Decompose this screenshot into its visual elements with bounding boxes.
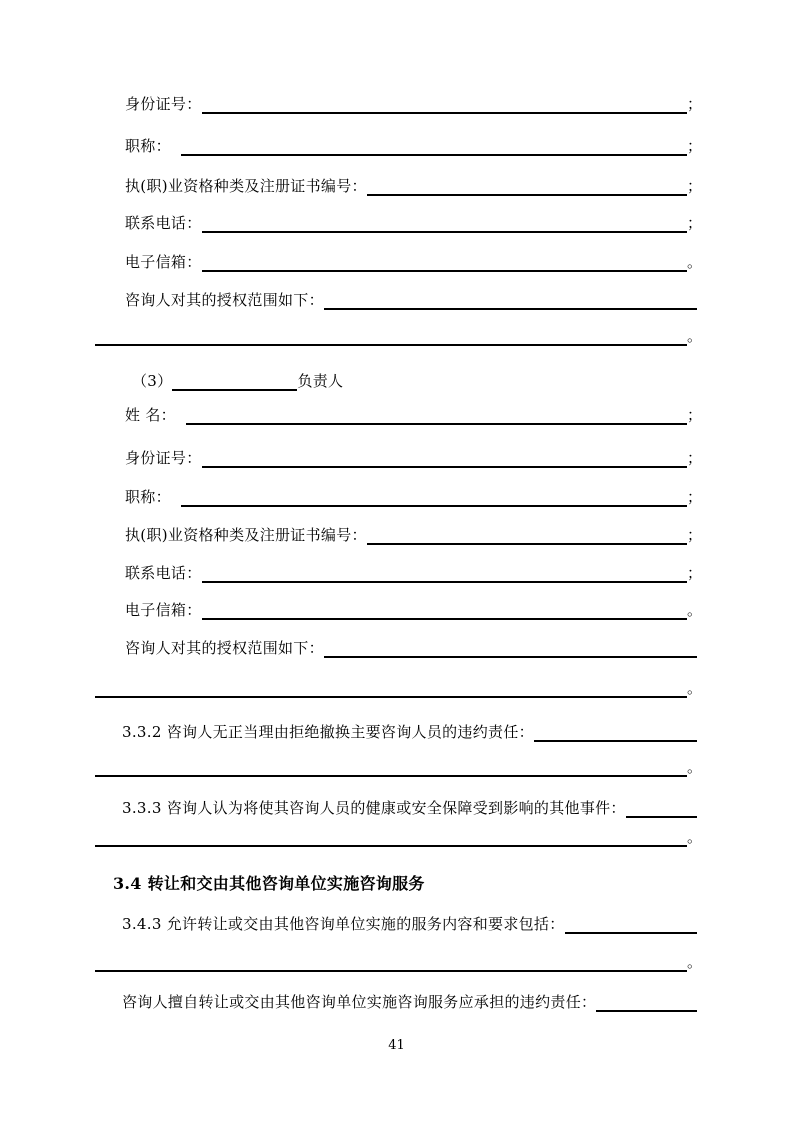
blank-underline (95, 845, 687, 847)
item3-index: （3） (132, 372, 173, 390)
punctuation-semicolon: ； (687, 526, 703, 544)
field-row-email-2 (95, 598, 703, 620)
blank-underline (95, 775, 687, 777)
blank-underline (367, 543, 687, 545)
field-row-id-2 (95, 446, 703, 468)
field-row-cert-2 (95, 523, 703, 545)
field-row-scope-1 (95, 288, 697, 310)
blank-underline (324, 656, 697, 658)
blank-underline (181, 154, 687, 156)
punctuation-semicolon: ； (687, 488, 703, 506)
field-row-scope-2 (95, 636, 697, 658)
continuation-line (95, 676, 703, 698)
field-label-id: 身份证号： (125, 449, 202, 467)
field-label-id: 身份证号： (125, 95, 202, 113)
field-row-phone-1 (95, 211, 703, 233)
item3-role: 负责人 (297, 372, 344, 390)
field-label-scope: 咨询人对其的授权范围如下： (125, 639, 324, 657)
field-label-scope: 咨询人对其的授权范围如下： (125, 291, 324, 309)
blank-underline (626, 816, 697, 818)
field-row-title-2 (95, 485, 703, 507)
field-row-phone-2 (95, 561, 703, 583)
punctuation-semicolon: ； (687, 564, 703, 582)
field-label-email: 电子信箱： (125, 253, 202, 271)
blank-underline (367, 194, 687, 196)
field-label-phone: 联系电话： (125, 564, 202, 582)
punctuation-semicolon: ； (687, 214, 703, 232)
item3-row (95, 369, 697, 391)
blank-underline (202, 270, 687, 272)
field-label-phone: 联系电话： (125, 214, 202, 232)
blank-underline (565, 932, 697, 934)
clause-343-text: 3.4.3 允许转让或交由其他咨询单位实施的服务内容和要求包括： (122, 915, 565, 933)
blank-underline (186, 423, 687, 425)
punctuation-period: 。 (687, 679, 703, 697)
punctuation-semicolon: ； (687, 449, 703, 467)
blank-underline (202, 231, 687, 233)
field-label-name: 姓 名： (125, 406, 187, 424)
punctuation-period: 。 (687, 953, 703, 971)
section-heading-34 (95, 872, 697, 894)
punctuation-period: 。 (687, 758, 703, 776)
blank-underline (202, 581, 687, 583)
blank-underline (202, 112, 687, 114)
blank-underline (172, 389, 297, 391)
section-heading-34-text: 3.4 转让和交由其他咨询单位实施咨询服务 (113, 874, 425, 893)
field-label-cert: 执(职)业资格种类及注册证书编号： (125, 526, 367, 544)
punctuation-period: 。 (687, 601, 703, 619)
continuation-line (95, 755, 703, 777)
clause-332-row (95, 720, 697, 742)
field-label-title: 职称： (125, 488, 182, 506)
blank-underline (202, 618, 687, 620)
blank-underline (202, 466, 687, 468)
page-number: 41 (388, 1038, 405, 1053)
blank-underline (95, 970, 687, 972)
blank-underline (324, 308, 697, 310)
punctuation-semicolon: ； (687, 95, 703, 113)
blank-underline (95, 344, 687, 346)
field-row-email-1 (95, 250, 703, 272)
field-label-cert: 执(职)业资格种类及注册证书编号： (125, 177, 367, 195)
punctuation-semicolon: ； (687, 177, 703, 195)
clause-breach-text: 咨询人擅自转让或交由其他咨询单位实施咨询服务应承担的违约责任： (122, 993, 597, 1011)
punctuation-semicolon: ； (687, 137, 703, 155)
field-row-cert-1 (95, 174, 703, 196)
field-row-name-2 (95, 403, 703, 425)
punctuation-period: 。 (687, 828, 703, 846)
field-label-title: 职称： (125, 137, 182, 155)
clause-332-text: 3.3.2 咨询人无正当理由拒绝撤换主要咨询人员的违约责任： (122, 723, 534, 741)
punctuation-semicolon: ； (687, 406, 703, 424)
field-row-title-1 (95, 134, 703, 156)
clause-343-row (95, 912, 697, 934)
blank-underline (95, 696, 687, 698)
blank-underline (596, 1010, 697, 1012)
continuation-line (95, 950, 703, 972)
continuation-line (95, 324, 703, 346)
continuation-line (95, 825, 703, 847)
clause-breach-row (95, 990, 697, 1012)
clause-333-text: 3.3.3 咨询人认为将使其咨询人员的健康或安全保障受到影响的其他事件： (122, 799, 626, 817)
blank-underline (181, 505, 687, 507)
punctuation-period: 。 (687, 253, 703, 271)
clause-333-row (95, 796, 697, 818)
field-row-id-1 (95, 92, 703, 114)
blank-underline (534, 740, 697, 742)
field-label-email: 电子信箱： (125, 601, 202, 619)
punctuation-period: 。 (687, 327, 703, 345)
